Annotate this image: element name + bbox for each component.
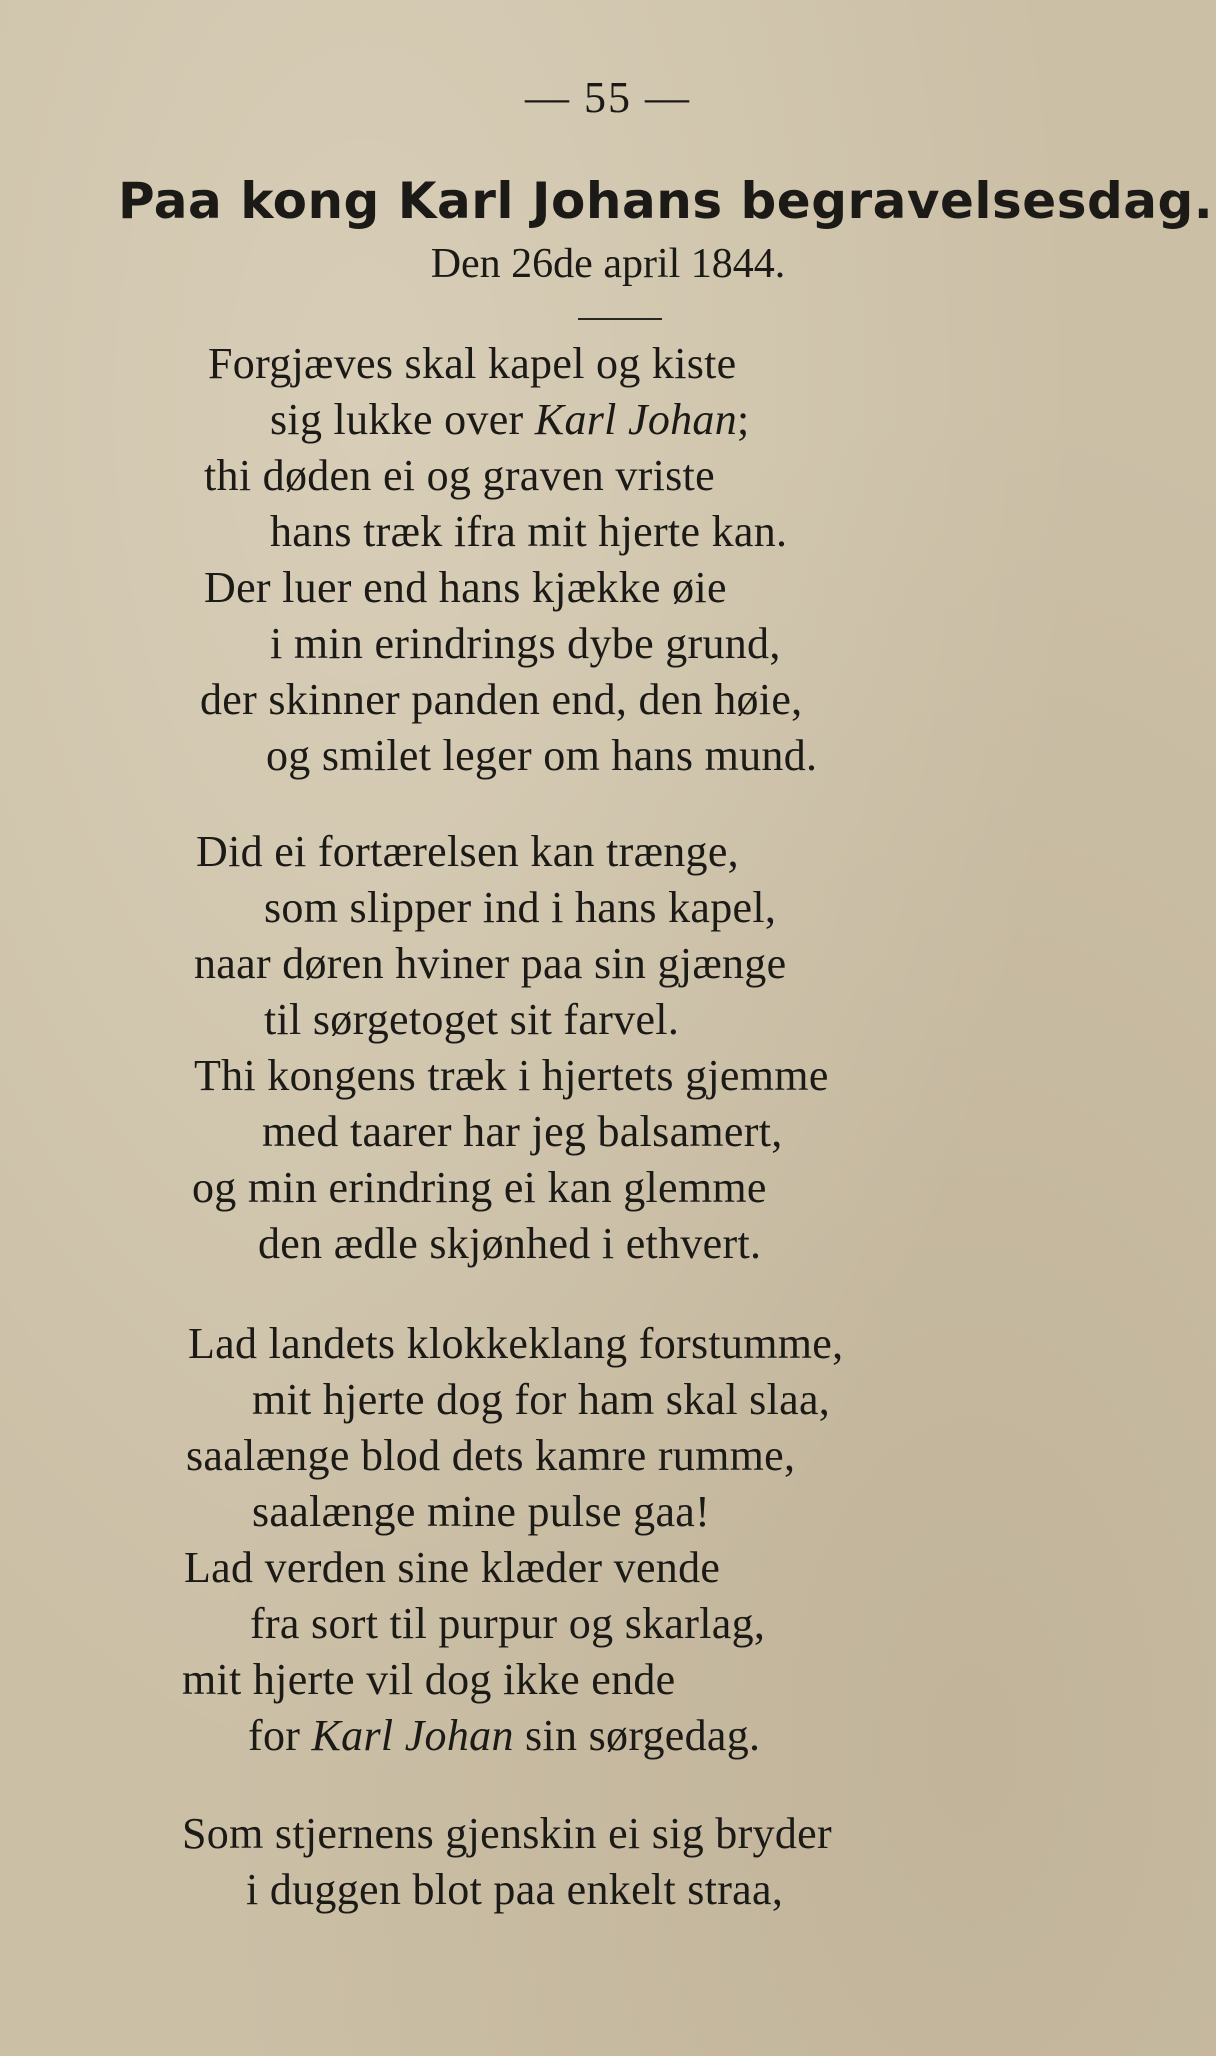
poem-line: mit hjerte vil dog ikke ende xyxy=(182,1655,676,1704)
poem-line: med taarer har jeg balsamert, xyxy=(262,1107,783,1156)
poem-line: saalænge mine pulse gaa! xyxy=(252,1487,711,1536)
poem-line: Som stjernens gjenskin ei sig bryder xyxy=(182,1809,832,1858)
title-rule-divider xyxy=(578,318,662,320)
poem-line: naar døren hviner paa sin gjænge xyxy=(194,939,787,988)
poem-line: sig lukke over Karl Johan; xyxy=(270,395,750,444)
poem-line: Thi kongens træk i hjertets gjemme xyxy=(194,1051,829,1100)
poem-line: hans træk ifra mit hjerte kan. xyxy=(270,507,788,556)
poem-line: som slipper ind i hans kapel, xyxy=(264,883,777,932)
poem-line: og smilet leger om hans mund. xyxy=(266,731,818,780)
poem-line: i min erindrings dybe grund, xyxy=(270,619,781,668)
poem-line: og min erindring ei kan glemme xyxy=(192,1163,767,1212)
poem-line: fra sort til purpur og skarlag, xyxy=(250,1599,766,1648)
poem-line: Lad landets klokkeklang forstumme, xyxy=(188,1319,844,1368)
poem-line: mit hjerte dog for ham skal slaa, xyxy=(252,1375,831,1424)
poem-line: der skinner panden end, den høie, xyxy=(200,675,803,724)
poem-line: for Karl Johan sin sørgedag. xyxy=(248,1711,761,1760)
poem-line: til sørgetoget sit farvel. xyxy=(264,995,680,1044)
poem-line: Did ei fortærelsen kan trænge, xyxy=(196,827,739,876)
page-number: — 55 — xyxy=(525,73,691,122)
poem-line: Lad verden sine klæder vende xyxy=(184,1543,721,1592)
poem-title: Paa kong Karl Johans begravelsesdag. xyxy=(118,172,1214,230)
emphasized-name: Karl Johan xyxy=(311,1711,514,1760)
poem-line: thi døden ei og graven vriste xyxy=(204,451,715,500)
poem-line: den ædle skjønhed i ethvert. xyxy=(258,1219,762,1268)
poem-line: Forgjæves skal kapel og kiste xyxy=(208,339,737,388)
poem-line: saalænge blod dets kamre rumme, xyxy=(186,1431,796,1480)
poem-line: i duggen blot paa enkelt straa, xyxy=(246,1865,784,1914)
poem-line: Der luer end hans kjække øie xyxy=(204,563,727,612)
emphasized-name: Karl Johan xyxy=(534,395,738,444)
poem-dateline: Den 26de april 1844. xyxy=(430,241,786,287)
